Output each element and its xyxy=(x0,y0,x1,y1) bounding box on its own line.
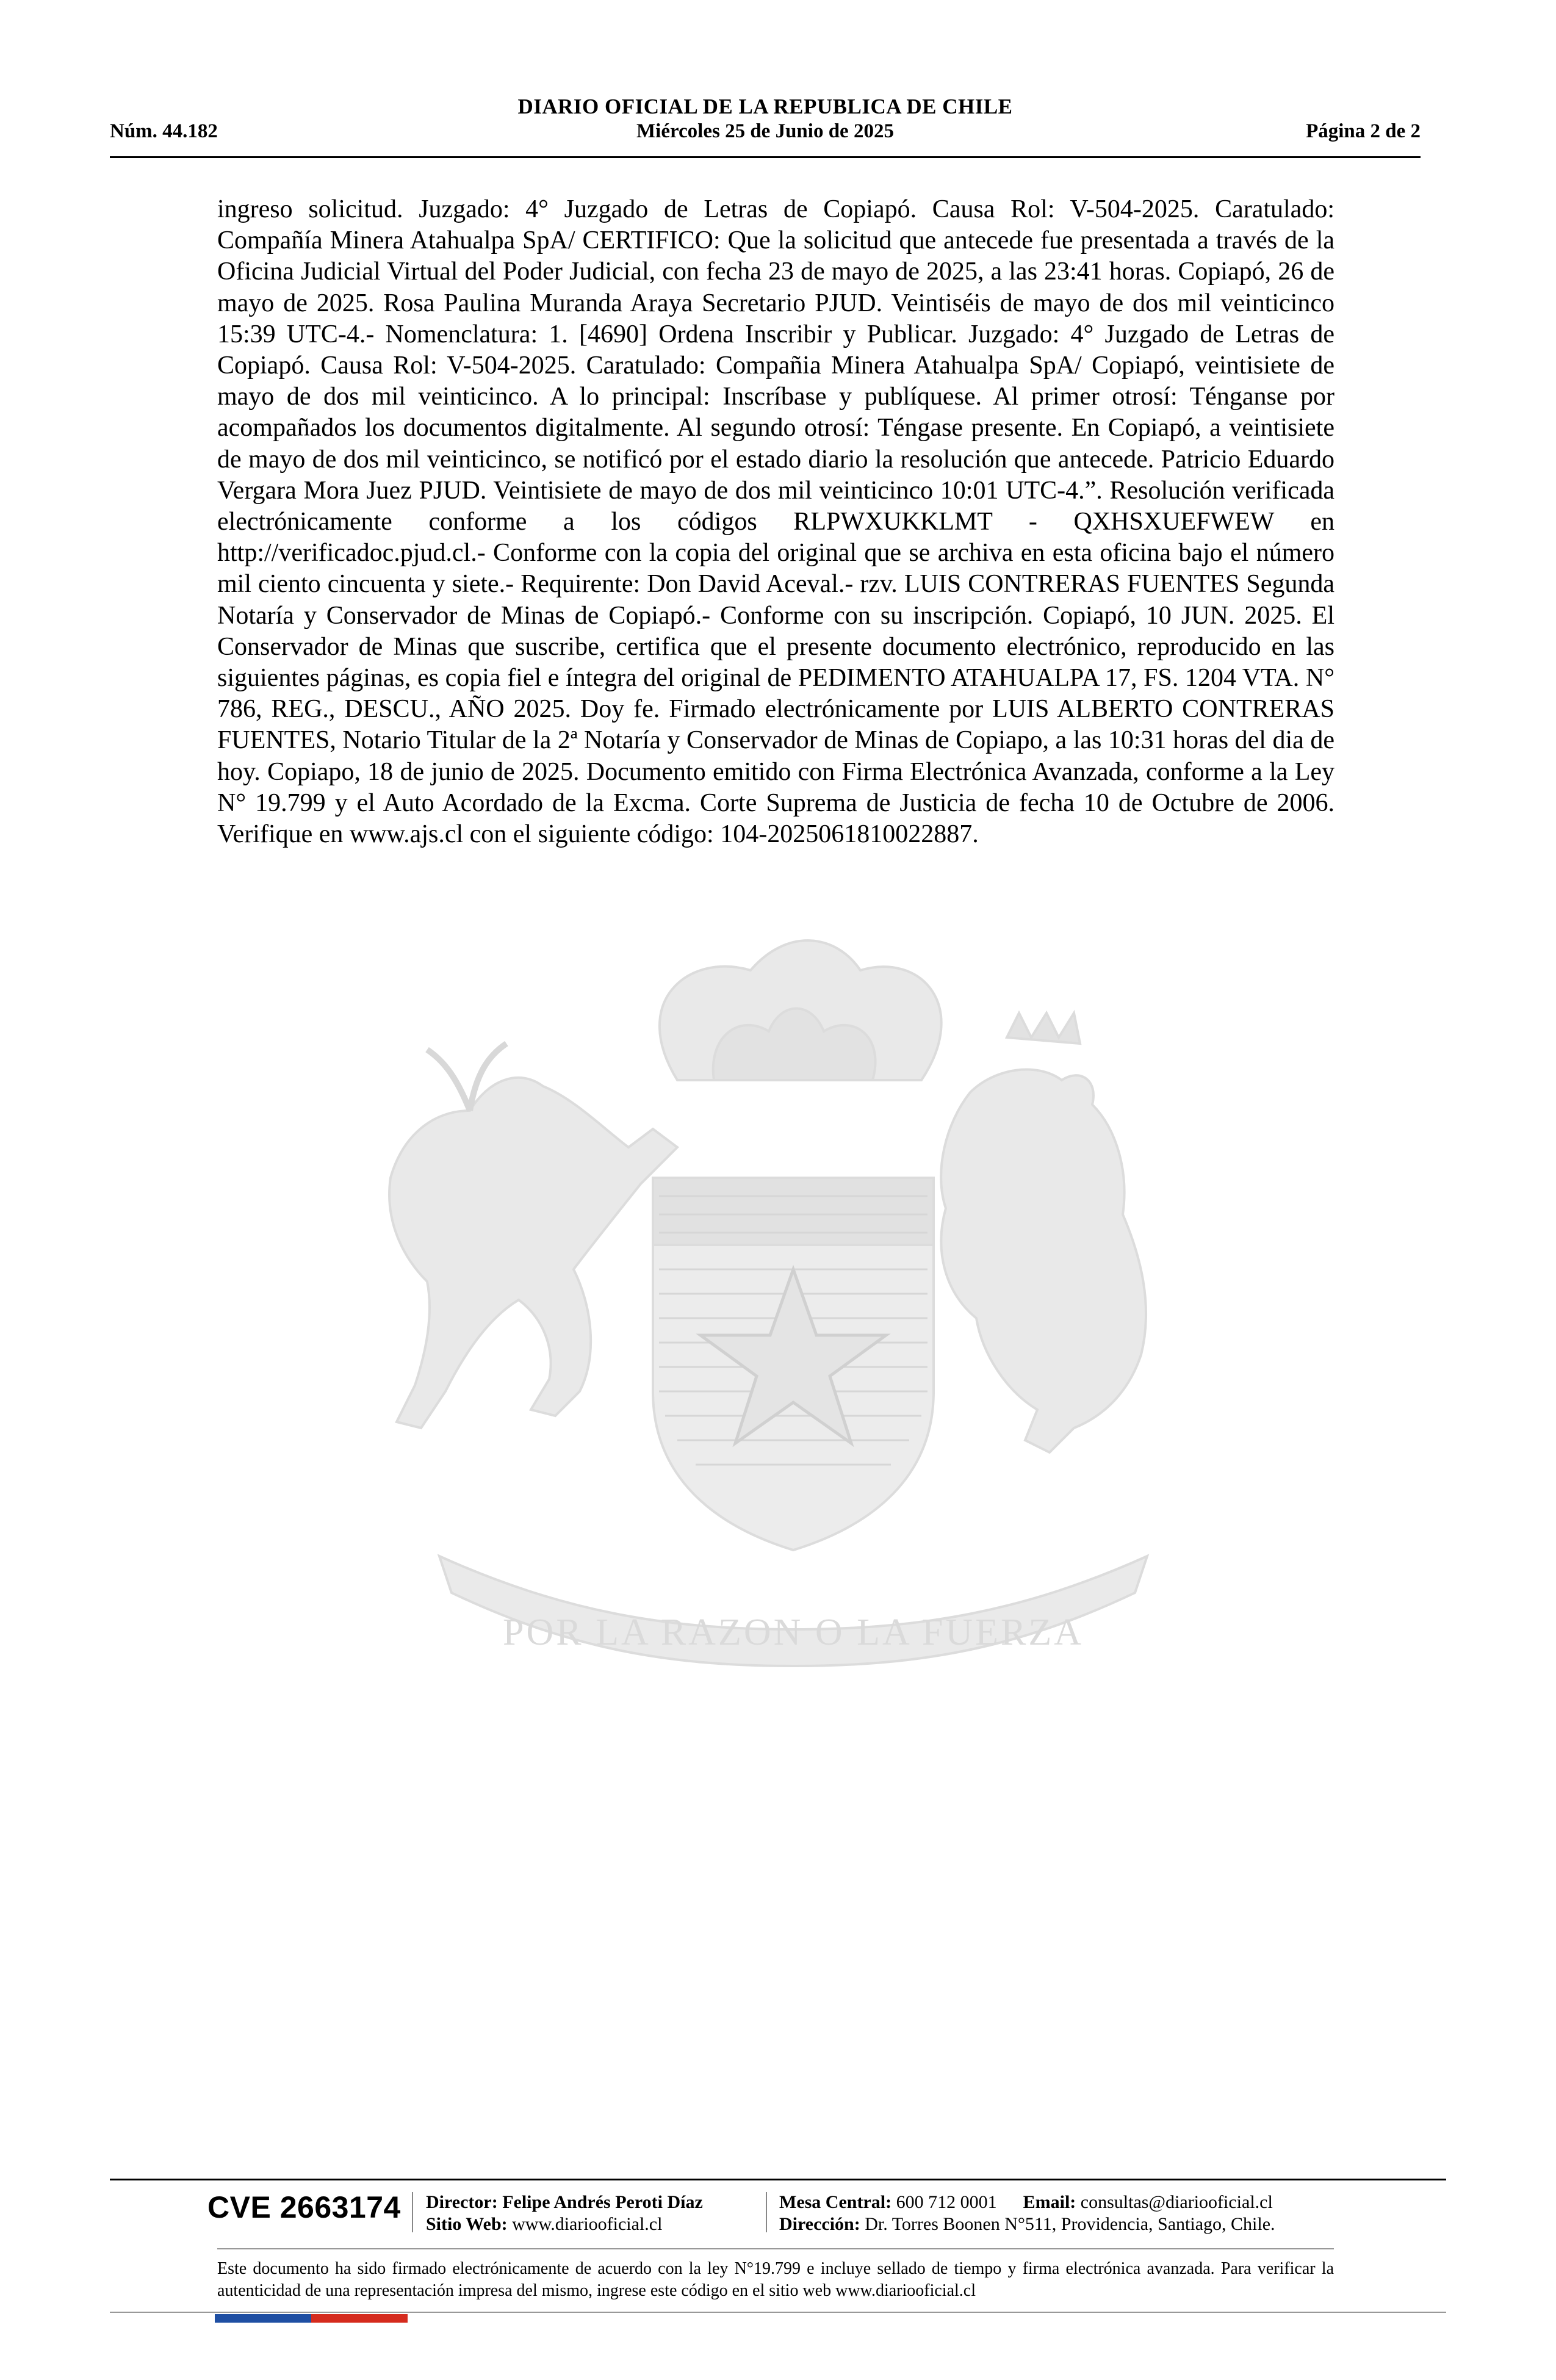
website-line xyxy=(426,2213,703,2235)
email-label: Email: xyxy=(1023,2192,1076,2212)
director-name: Felipe Andrés Peroti Díaz xyxy=(502,2192,703,2212)
footer-divider-bottom xyxy=(110,2312,1446,2313)
email-link[interactable]: consultas@diariooficial.cl xyxy=(1080,2192,1273,2212)
director-line xyxy=(426,2191,703,2213)
footer-separator xyxy=(412,2192,413,2232)
website-label: Sitio Web: xyxy=(426,2214,508,2234)
footer-director-block xyxy=(426,2191,703,2235)
footer-legal-notice: Este documento ha sido firmado electrónicamente de acuerdo con la ley N°19.799 e incluye sellado de tiempo y firma electrónica avanzada. Para verificar la autenticidad de una representación impresa del mismo, ingrese este código en el sitio web www.diariooficial.cl xyxy=(217,2259,1334,2300)
website-link[interactable]: www.diariooficial.cl xyxy=(512,2214,663,2234)
newspaper-title: DIARIO OFICIAL DE LA REPUBLICA DE CHILE xyxy=(517,95,1013,118)
flag-color-stripe xyxy=(215,2314,408,2323)
issue-date: Miércoles 25 de Junio de 2025 xyxy=(636,120,894,142)
flag-blue-segment xyxy=(215,2314,311,2323)
page-number: Página 2 de 2 xyxy=(1306,120,1421,142)
address-label: Dirección: xyxy=(779,2214,860,2234)
mesa-central-label: Mesa Central: xyxy=(779,2192,892,2212)
document-body-text: ingreso solicitud. Juzgado: 4° Juzgado de Letras de Copiapó. Causa Rol: V-504-2025. Caratulado: Compañía Minera Atahualpa SpA/ CERTIFICO: Que la solicitud que antecede fue presentada a través de la Oficina Judicial Virtual del Poder Judicial, con fecha 23 de mayo de 2025, a las 23:41 horas. Copiapó, 26 de mayo de 2025. Rosa Paulina Muranda Araya Secretario PJUD. Veintiséis de mayo de dos mil veinticinco 15:39 UTC-4.- Nomenclatura: 1. [4690] Ordena Inscribir y Publicar. Juzgado: 4° Juzgado de Letras de Copiapó. Causa Rol: V-504-2025. Caratulado: Compañia Minera Atahualpa SpA/ Copiapó, veintisiete de mayo de dos mil veinticinco. A lo principal: Inscríbase y publíquese. Al primer otrosí: Ténganse por acompañados los documentos digitalmente. Al segundo otrosí: Téngase presente. En Copiapó, a veintisiete de mayo de dos mil veinticinco, se notificó por el estado diario la resolución que antecede. Patricio Eduardo Vergara Mora Juez PJUD. Veintisiete de mayo de dos mil veinticinco 10:01 UTC-4.”. Resolución verificada electrónicamente conforme a los códigos RLPWXUKKLMT - QXHSXUEFWEW en http://verificadoc.pjud.cl.- Conforme con la copia del original que se archiva en esta oficina bajo el número mil ciento cincuenta y siete.- Requirente: Don David Aceval.- rzv. LUIS CONTRERAS FUENTES Segunda Notaría y Conservador de Minas de Copiapó.- Conforme con su inscripción. Copiapó, 10 JUN. 2025. El Conservador de Minas que suscribe, certifica que el presente documento electrónico, reproducido en las siguientes páginas, es copia fiel e íntegra del original de PEDIMENTO ATAHUALPA 17, FS. 1204 VTA. N° 786, REG., DESCU., AÑO 2025. Doy fe. Firmado electrónicamente por LUIS ALBERTO CONTRERAS FUENTES, Notario Titular de la 2ª Notaría y Conservador de Minas de Copiapo, a las 10:31 horas del dia de hoy. Copiapo, 18 de junio de 2025. Documento emitido con Firma Electrónica Avanzada, conforme a la Ley N° 19.799 y el Auto Acordado de la Excma. Corte Suprema de Justicia de fecha 10 de Octubre de 2006. Verifique en www.ajs.cl con el siguiente código: 104-2025061810022887. xyxy=(217,195,1334,849)
director-label: Director: xyxy=(426,2192,498,2212)
coat-of-arms-watermark xyxy=(287,928,1288,1684)
footer-divider-top xyxy=(110,2179,1446,2180)
header-divider xyxy=(110,156,1421,158)
footer-contact-block xyxy=(779,2191,1275,2235)
mesa-central-phone: 600 712 0001 xyxy=(896,2192,997,2212)
address-value: Dr. Torres Boonen N°511, Providencia, Santiago, Chile. xyxy=(865,2214,1275,2234)
contact-line xyxy=(779,2191,1275,2213)
address-line xyxy=(779,2213,1275,2235)
issue-number: Núm. 44.182 xyxy=(110,120,218,142)
footer-separator xyxy=(766,2192,767,2232)
cve-code: CVE 2663174 xyxy=(207,2190,401,2224)
watermark-motto: POR LA RAZON O LA FUERZA xyxy=(502,1612,1084,1653)
page-header xyxy=(110,95,1421,156)
flag-red-segment xyxy=(311,2314,408,2323)
footer-divider-mid xyxy=(217,2248,1334,2249)
